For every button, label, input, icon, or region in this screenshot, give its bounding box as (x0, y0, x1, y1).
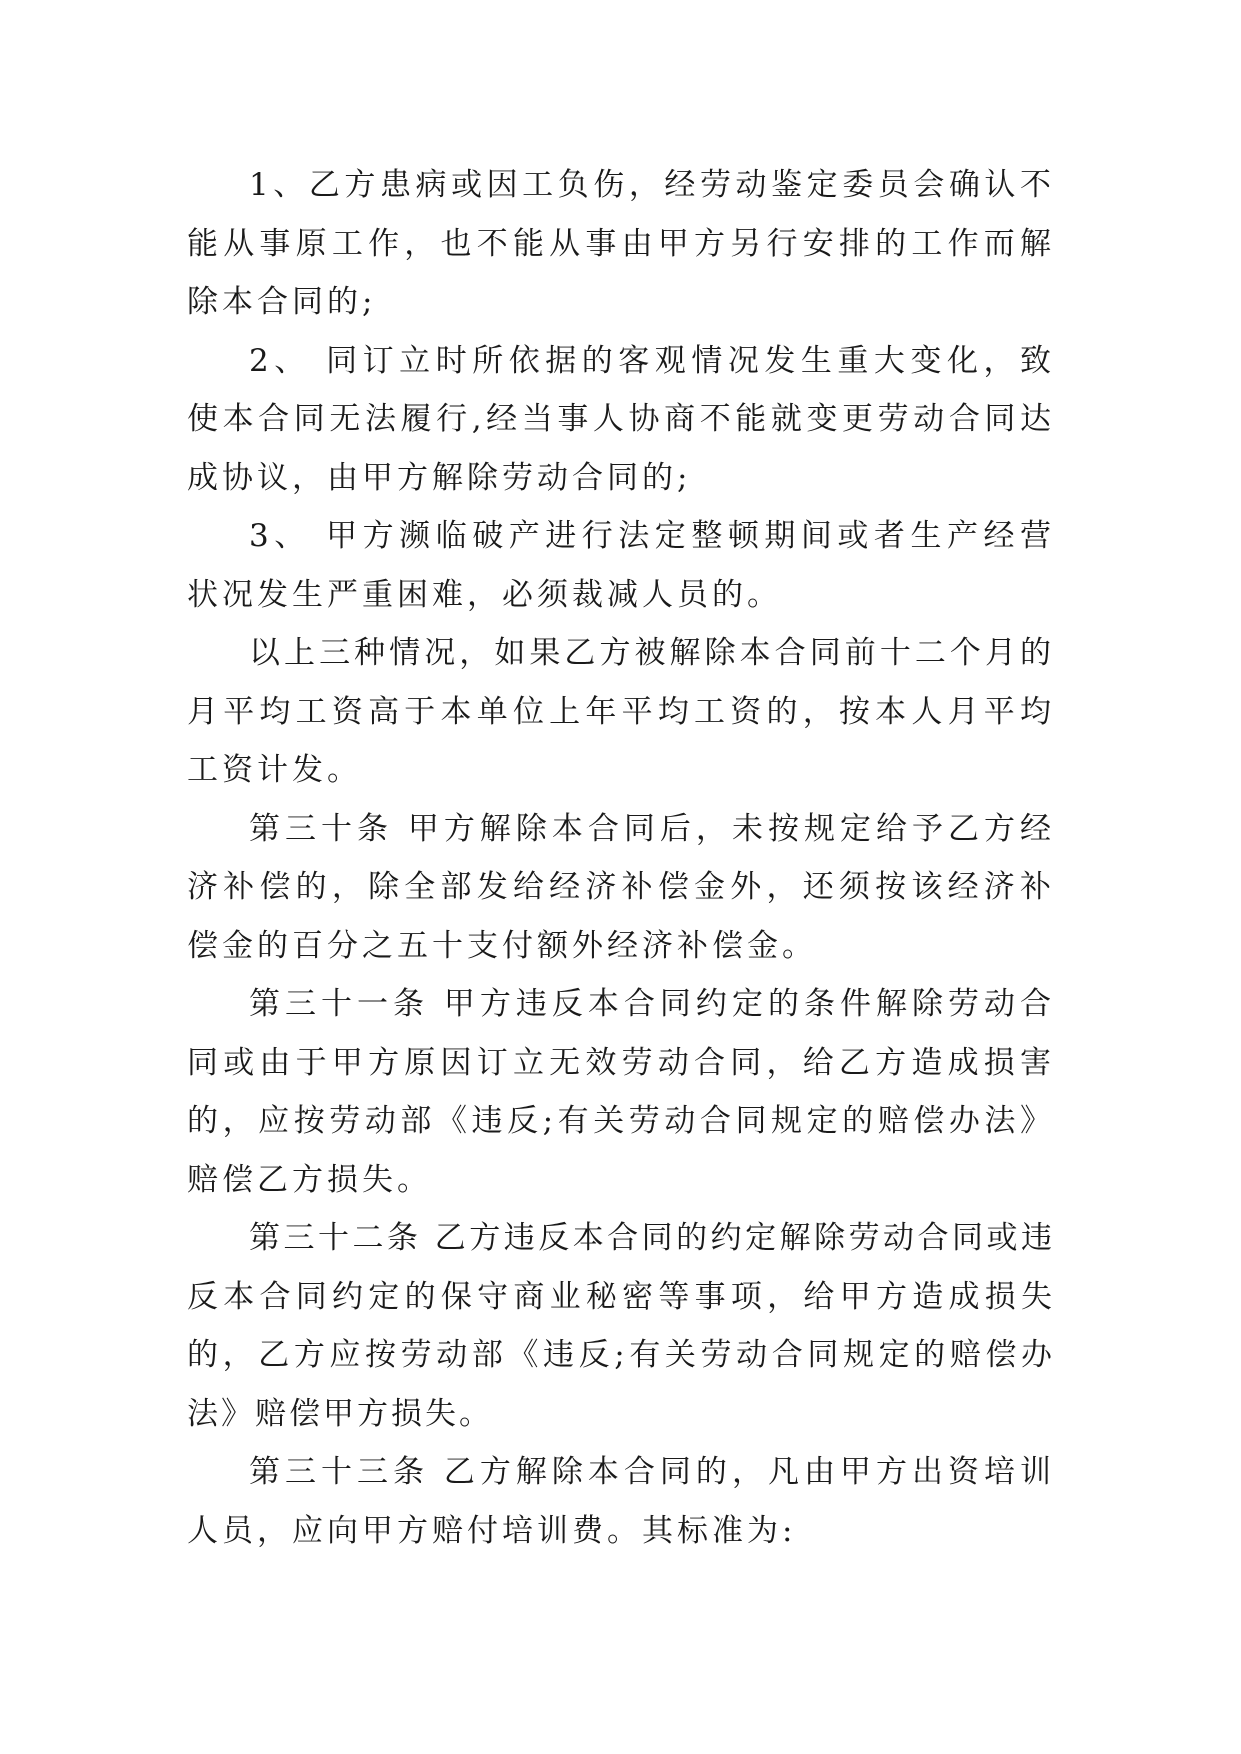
paragraph-article-30: 第三十条 甲方解除本合同后，未按规定给予乙方经济补偿的，除全部发给经济补偿金外，还须按该经济补偿金的百分之五十支付额外经济补偿金。 (187, 810, 1055, 964)
paragraph-article-32: 第三十二条 乙方违反本合同的约定解除劳动合同或违反本合同约定的保守商业秘密等事项，给甲方造成损失的，乙方应按劳动部《违反;有关劳动合同规定的赔偿办法》赔偿甲方损失。 (187, 1220, 1055, 1432)
paragraph-compensation-note: 以上三种情况，如果乙方被解除本合同前十二个月的月平均工资高于本单位上年平均工资的，按本人月平均工资计发。 (187, 635, 1055, 788)
paragraph-clause-2: 2、 同订立时所依据的客观情况发生重大变化，致使本合同无法履行,经当事人协商不能就变更劳动合同达成协议，由甲方解除劳动合同的; (187, 342, 1055, 496)
paragraph-clause-1: 1、乙方患病或因工负伤，经劳动鉴定委员会确认不能从事原工作，也不能从事由甲方另行安排的工作而解除本合同的; (187, 167, 1055, 320)
paragraph-article-31: 第三十一条 甲方违反本合同约定的条件解除劳动合同或由于甲方原因订立无效劳动合同，给乙方造成损害的，应按劳动部《违反;有关劳动合同规定的赔偿办法》赔偿乙方损失。 (187, 986, 1055, 1198)
paragraph-article-33: 第三十三条 乙方解除本合同的，凡由甲方出资培训人员，应向甲方赔付培训费。其标准为: (187, 1454, 1055, 1549)
paragraph-clause-3: 3、 甲方濒临破产进行法定整顿期间或者生产经营状况发生严重困难，必须裁减人员的。 (187, 518, 1055, 613)
document-body (187, 156, 1055, 1560)
